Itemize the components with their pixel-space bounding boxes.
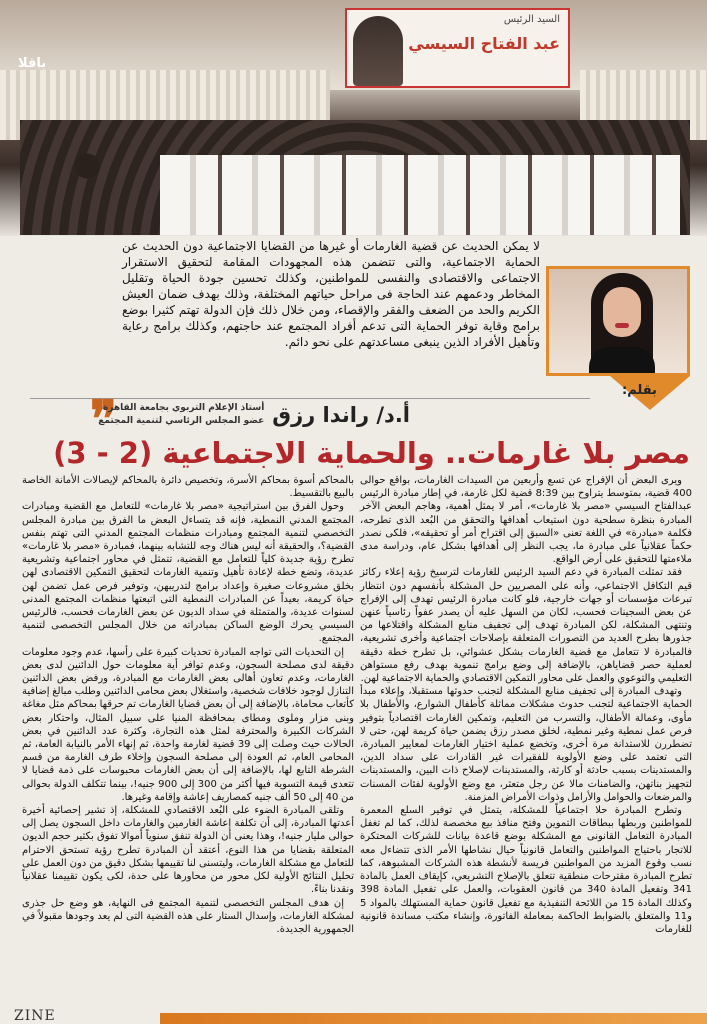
women-in-white bbox=[160, 155, 680, 235]
paragraph: وحول الفرق بين استراتيجية «مصر بلا غارمات» للتعامل مع القضية ومبادرات المجتمع المدني النمطية، فإنه قد يتساءل البعض ما الفرق بين مبادرة المجلس التخصصي لتنمية المجتمع ومبادرات منظمات المجتمع المدني التى تهتم بنفس القضية؟، والحقيقة أنه ليس هناك وجه للتشابه بينهما، فمبادرة «مصر بلا غارمات» تطرح رؤية جديدة كلياً للتعامل مع القضية، تتمثل في محاور اجتماعية وتشريعية عديدة، وتضع خطة لإعادة تأهيل وتنمية الغارمات لتحقيق التمكين الاقتصادى لهن بخلق مشروعات صغيرة وإعداد برامج لتدريبهن، وتوفير فرص عمل تضمن لهن حياة كريمة، بعيداً عن المبادرات النمطية التى اتبعتها منظمات المجتمع المدنى لسنوات عديدة، والمتمثلة في سداد الديون عن بعض الغارمات فحسب، فالرئيس السيسي يحرك الوضع الساكن بمبادراته من خلال المجلس التخصصى لتنمية المجتمع. bbox=[22, 501, 354, 645]
banner-subtitle: السيد الرئيس bbox=[503, 14, 560, 25]
author-photo bbox=[546, 266, 690, 376]
article-headline: مصر بلا غارمات.. والحماية الاجتماعية (2 - 3) bbox=[53, 436, 690, 470]
author-name: أ.د/ راندا رزق bbox=[272, 403, 410, 427]
footer-bar bbox=[160, 1013, 707, 1024]
article-column-right bbox=[360, 474, 692, 936]
banner-title: عبد الفتاح السيسي bbox=[408, 34, 560, 53]
paragraph: بالمحاكم أسوة بمحاكم الأسرة، وتخصيص دائرة بالمحاكم لإيصالات الأمانة الخاصة بالبيع بالتقسيط. bbox=[22, 475, 354, 500]
article-column-left bbox=[22, 474, 354, 936]
banner-portrait bbox=[353, 16, 403, 86]
paragraph: وتهدف المبادرة إلى تجفيف منابع المشكلة لتجنب حدوثها مستقبلا، وإعلاء مبدأ الحماية الاجتماعية لتجنب حدوث مشكلات مماثلة كأطفال الشوارع، والأطفال بلا مأوى، وعمالة الأطفال، والتسرب من التعليم، وتمكين الغارمات اقتصادياً بتوفير فرص عمل نمطية وغير نمطية، لخلق مصدر رزق يضمن حياة كريمة لهن، حتى لا تضطررن للاستدانة مرة أخرى، وتخضع عملية اختيار الغارمات لمعايير المبادرة، التى تعتمد على وضع الأولوية للفقيرات غير القادرات على سداد الدين، والمستدينات بسبب حادثة أو كارثة، والمستدينات لإصلاح ذات البين، والمستدينات لتجهيز بناتهن، والضامنات مالا عن رجل متعثر، مع وضع الأولوية لفئات المسنات والمرضعات والحوامل والأرامل وذوات الأمراض المزمنة. bbox=[360, 686, 692, 803]
magazine-footer-mark: ZINE bbox=[14, 1008, 56, 1024]
president-banner bbox=[345, 8, 570, 88]
author-role-line: أستاذ الإعلام التربوي بجامعة القاهرة bbox=[102, 403, 265, 413]
author-role bbox=[98, 402, 264, 428]
paragraph: ويرى البعض أن الإفراج عن تسع وأربعين من السيدات الغارمات، بواقع حوالى 400 قضية، بمتوسط يتراوح بين 8:39 قضية لكل غارمة، في إطار مبادرة الرئيس عبدالفتاح السيسي «مصر بلا غارمات»، أمر لا يمثل أهمية، وهاجم البعض الآخر المبادرة بنظرة سطحية دون استيعاب أهدافها والتحقق من البُعد الذى تطرحه، فكلمة «مبادرة» في اللغة تعنى «السبق إلى اقتراح أمر أو تحقيقه»، فلكى نصدر حكماً عقلانياً على مبادرة ما، يجب النظر إلى أهدافها بشكل عام، ودراسة مدى ملاءمتها للتحقيق على أرض الواقع. bbox=[360, 475, 692, 566]
byline-label: بقلم: bbox=[622, 383, 657, 398]
paragraph: وتلقى المبادرة الضوء على البُعد الاقتصادي للمشكلة، إذ تشير إحصائية أخيرة أعدتها المبادرة، إلى أن تكلفة إعاشة الغارمين والغارمات داخل السجون يصل إلى حوالى مليار جنيه!، وهذا يعنى أن الدولة تنفق سنوياً أموالا تفوق بكثير حجم الديون المتعلقة بقضايا من هذا النوع، أعتقد أن المبادرة تطرح رؤية تستحق الاحترام للتعامل مع مشكلة الغارمات، وليتسنى لنا تقييمها بشكل دقيق من دون العمل على تحليل النتائج الأولية لكل محور من محاورها على حدة، لكى يكون تقييمنا عقلانياً ونقدنا بناءً. bbox=[22, 805, 354, 896]
paragraph: فقد تمثلت المبادرة في دعم السيد الرئيس للغارمات لترسيخ رؤية إعلاء ركائز قيم التكافل الاجتماعي، وأنه على المصريين حل المشكلة بأنفسهم دون انتظار تبرعات مؤسسات أو جهات خارجية، فلو كانت مبادرة الرئيس تهدف إلى الإفراج عن بعض السجينات فحسب، لكان من السهل عليه أن يصدر عفواً رئاسياً عنهن وتنتهى المشكلة، لكن المبادرة تهدف إلى تجفيف منابع المشكلة واقتلاعها من جذورها بطرح العديد من التصورات المتعلقة بإصلاحات اجتماعية وأخرى تشريعية، فالمبادرة لا تتعامل مع قضية الغارمات بشكل عشوائي، بل تطرح خطة دقيقة لعملية حصر قضاياهن، بالإضافة إلى وضع برامج تنموية بهدف رفع مستواهن التعليمي والتوعوي والعمل على محاور التمكين الاقتصادي والحماية الاجتماعية لهن. bbox=[360, 567, 692, 685]
byline bbox=[98, 402, 410, 428]
quote-mark-icon: ❞ bbox=[90, 389, 117, 448]
author-role-line: عضو المجلس الرئاسي لتنمية المجتمع bbox=[98, 416, 265, 426]
photo-watermark: باقلا bbox=[18, 56, 47, 71]
event-photo bbox=[0, 0, 707, 236]
paragraph: وتطرح المبادرة حلا اجتماعياً للمشكلة، يتمثل في توفير السلع المعمرة للمواطنين وربطها ببطاقات التموين وفتح منافذ بيع مخصصة لذلك، كما لم تغفل المبادرة التعامل القانونى مع المشكلة بوضع قاعدة بيانات للشركات المحتكرة للاتجار باحتياج المواطنين والتعامل قانونياً حيال نشاطها الأمر الذى تتضاءل معه نسب وقوع المزيد من المواطنين فريسة لأنشطة هذه الشركات المشبوهة، كما تطرح المبادرة مقترحات منطقية تتعلق بالإصلاح التشريعي، كإيقاف العمل بالمادة 341 وتفعيل المادة 340 من قانون العقوبات، والعمل على تفعيل المادة 398 وكذلك المادة 15 من اللائحة التنفيذية مع تفعيل قانون حماية المستهلك بالمواد 5 و11 والمتعلق بالضوابط الحاكمة بمعاملة الفاتورة، وإنشاء مكتب مساندة قانونية للغارمات bbox=[360, 805, 693, 935]
article-intro: لا يمكن الحديث عن قضية الغارمات أو غيرها من القضايا الاجتماعية دون الحديث عن الحماية الاجتماعية، والتى تتضمن هذه المجهودات المقامة لتحقيق الاستقرار الاجتماعى والاقتصادى والنفسى للمواطنين، وكذلك تحسين جودة الحياة وتقليل المخاطر ودعمهم عند الحاجة فى مراحل حياتهم المختلفة، وذلك بهدف ضمان العيش الكريم والحد من الضعف والفقر والإقصاء، ومن خلال ذلك فإن الدولة تهتم كثيرا بوضع برامج وقاية توفر الحماية التى تدعم أفراد المجتمع عند حاجتهم، وكذلك برامج رعاية وتأهيل الأفراد الذين ينبغى مساعدتهم على نحو دائم. bbox=[122, 239, 540, 349]
paragraph: إن هدف المجلس التخصصى لتنمية المجتمع فى النهاية، هو وضع حل جذرى لمشكلة الغارمات، وإسدال الستار على هذه القضية التى لم يعد وجودها مقبولاً في الجمهورية الجديدة. bbox=[22, 897, 354, 935]
paragraph: إن التحديات التى تواجه المبادرة تحديات كبيرة على رأسها، عدم وجود معلومات دقيقة لدى مصلحة السجون، وعدم توافر أية معلومات حول الدائنين لدى بعض الغارمات، وعدم تعاون أهالى بعض الغارمات مع المبادرة، ورفض بعض الدائنين التنازل لوجود خلافات شخصية، واستغلال بعض محامى الدائنين وطلب مبالغ إضافية كأتعاب محاماة، بالإضافة إلى أن بعض قضايا الغارمات تم حرقها بمحاكم مثل مغاغة وبنى مزار وملوى ومطاى بمحافظة المنيا على سبيل المثال، واحتكار بعض الشركات الكبيرة والمحترفة لمثل هذه التجارة، وكثرة عدد الدائنين في بعض الحالات حيث وصلت إلى 39 قضية لغارمة واحدة، ثم إنهاء الأمر بالنيابة العامة، ثم المحامى العام، ثم العودة إلى مصلحة السجون وإخلاء طرف الغارمة من قسم الشرطة التابع لها، بالإضافة إلى أن بعض الغارمات محبوسات على ذمة قضايا لا تتعدى قيمة التسوية فيها أكثر من 300 إلى 900 جنيه!، بينما تتكلف الدولة بحوالى من 40 إلى 50 ألف جنيه كمصاريف إعاشة وإقامة وغيرها. bbox=[22, 646, 354, 803]
